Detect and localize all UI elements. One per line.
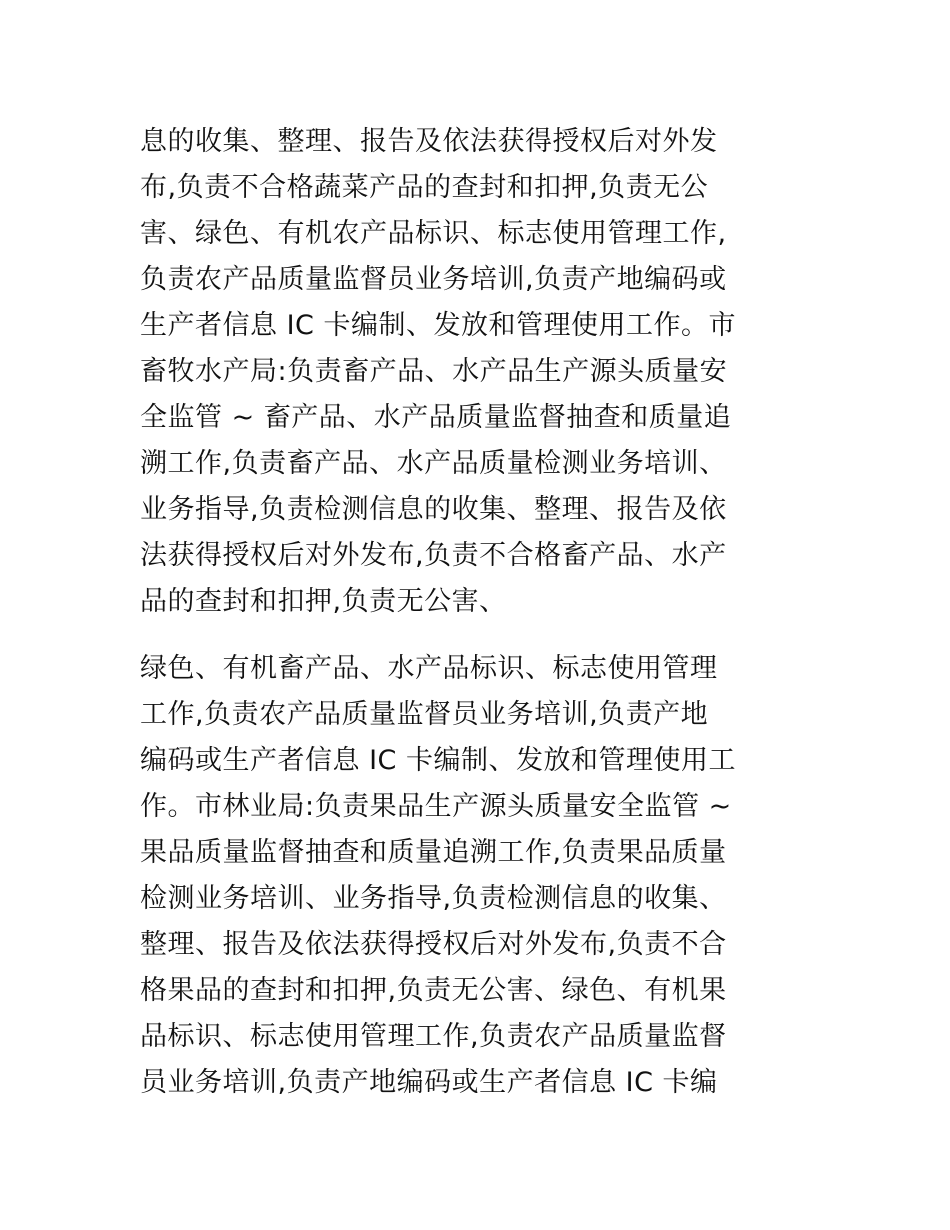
text-line: 法获得授权后对外发布,负责不合格畜产品、水产: [140, 540, 727, 571]
paragraph-1: [140, 119, 820, 625]
text-line: 果品质量监督抽查和质量追溯工作,负责果品质量: [140, 837, 727, 868]
text-line: 检测业务培训、业务指导,负责检测信息的收集、: [140, 883, 727, 914]
text-line: 布,负责不合格蔬菜产品的查封和扣押,负责无公: [140, 172, 709, 203]
text-line: 业务指导,负责检测信息的收集、整理、报告及依: [140, 494, 727, 525]
text-line: 工作,负责农产品质量监督员业务培训,负责产地: [140, 699, 709, 730]
text-line: 作。市林业局:负责果品生产源头质量安全监管 ~: [140, 791, 732, 822]
text-line: 溯工作,负责畜产品、水产品质量检测业务培训、: [140, 448, 727, 479]
text-line: 员业务培训,负责产地编码或生产者信息 IC 卡编: [140, 1067, 718, 1098]
text-line: 息的收集、整理、报告及依法获得授权后对外发: [140, 126, 718, 157]
text-line: 生产者信息 IC 卡编制、发放和管理使用工作。市: [140, 310, 736, 341]
text-line: 品标识、标志使用管理工作,负责农产品质量监督: [140, 1021, 727, 1052]
text-line: 全监管 ~ 畜产品、水产品质量监督抽查和质量追: [140, 402, 732, 433]
text-line: 畜牧水产局:负责畜产品、水产品生产源头质量安: [140, 356, 728, 387]
text-line: 编码或生产者信息 IC 卡编制、发放和管理使用工: [140, 745, 736, 776]
text-line: 品的查封和扣押,负责无公害、: [140, 586, 507, 617]
text-line: 整理、报告及依法获得授权后对外发布,负责不合: [140, 929, 727, 960]
text-line: 害、绿色、有机农产品标识、标志使用管理工作,: [140, 218, 727, 249]
text-line: 格果品的查封和扣押,负责无公害、绿色、有机果: [140, 975, 727, 1006]
text-line: 绿色、有机畜产品、水产品标识、标志使用管理: [140, 653, 718, 684]
text-line: 负责农产品质量监督员业务培训,负责产地编码或: [140, 264, 727, 295]
paragraph-2: [140, 646, 820, 1106]
